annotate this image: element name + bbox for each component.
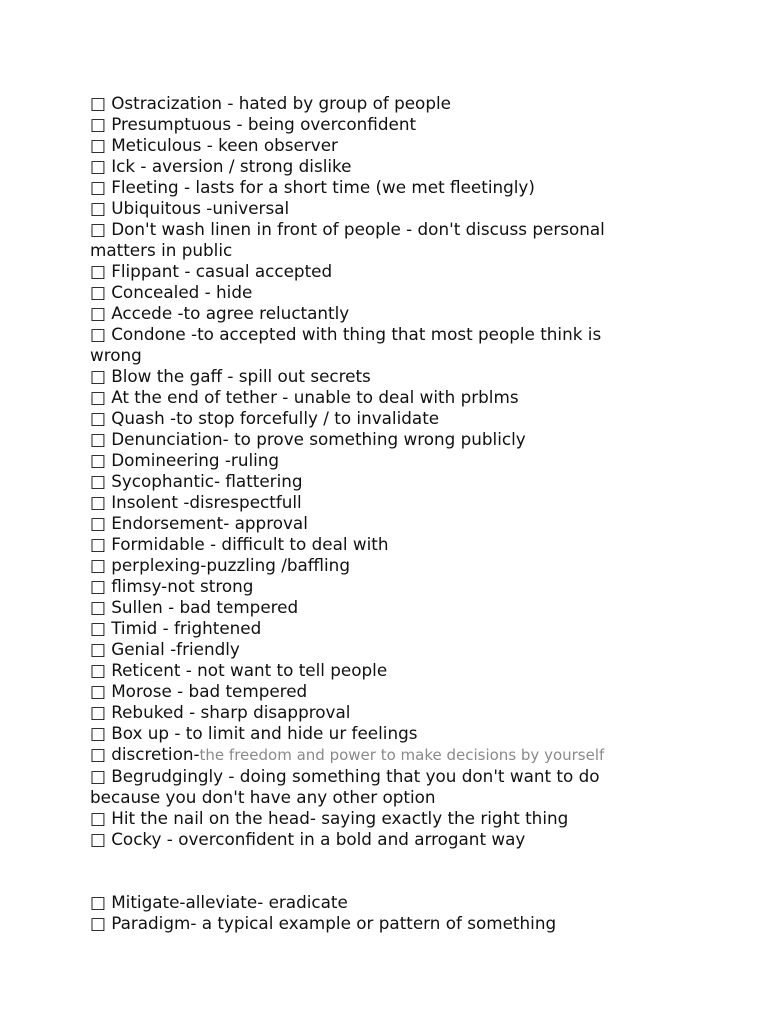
checkbox-icon: □ xyxy=(90,808,106,828)
checkbox-icon: □ xyxy=(90,766,106,786)
list-item xyxy=(90,808,635,829)
item-text: Fleeting - lasts for a short time (we met fleetingly) xyxy=(111,177,535,197)
item-text: Rebuked - sharp disapproval xyxy=(111,702,351,722)
list-item xyxy=(90,450,635,471)
checkbox-icon: □ xyxy=(90,913,106,933)
checkbox-icon: □ xyxy=(90,492,106,512)
list-item xyxy=(90,744,635,766)
checkbox-icon: □ xyxy=(90,156,106,176)
item-text: At the end of tether - unable to deal with prblms xyxy=(111,387,519,407)
checkbox-icon: □ xyxy=(90,303,106,323)
list-item xyxy=(90,324,635,366)
item-text: Mitigate-alleviate- eradicate xyxy=(111,892,348,912)
item-text: Cocky - overconfident in a bold and arrogant way xyxy=(111,829,526,849)
list-item xyxy=(90,597,635,618)
list-item xyxy=(90,177,635,198)
vocabulary-group-1 xyxy=(90,93,635,850)
list-item xyxy=(90,135,635,156)
list-item xyxy=(90,303,635,324)
vocabulary-list xyxy=(90,93,635,934)
item-text: Presumptuous - being overconfident xyxy=(111,114,417,134)
checkbox-icon: □ xyxy=(90,513,106,533)
checkbox-icon: □ xyxy=(90,198,106,218)
item-text: Endorsement- approval xyxy=(111,513,308,533)
item-text: Reticent - not want to tell people xyxy=(111,660,388,680)
list-item xyxy=(90,618,635,639)
checkbox-icon: □ xyxy=(90,429,106,449)
checkbox-icon: □ xyxy=(90,408,106,428)
checkbox-icon: □ xyxy=(90,555,106,575)
item-text: Domineering -ruling xyxy=(111,450,280,470)
list-item xyxy=(90,156,635,177)
item-text: discretion- xyxy=(111,744,200,764)
item-text: Ick - aversion / strong dislike xyxy=(111,156,352,176)
item-text: Genial -friendly xyxy=(111,639,240,659)
item-text: Sullen - bad tempered xyxy=(111,597,299,617)
checkbox-icon: □ xyxy=(90,660,106,680)
list-item xyxy=(90,114,635,135)
list-item xyxy=(90,282,635,303)
list-item xyxy=(90,513,635,534)
list-item xyxy=(90,555,635,576)
list-item xyxy=(90,829,635,850)
list-item xyxy=(90,660,635,681)
list-item xyxy=(90,219,635,261)
list-item xyxy=(90,576,635,597)
item-text: Concealed - hide xyxy=(111,282,253,302)
list-item xyxy=(90,702,635,723)
checkbox-icon: □ xyxy=(90,639,106,659)
checkbox-icon: □ xyxy=(90,282,106,302)
item-text: Timid - frightened xyxy=(111,618,262,638)
list-item xyxy=(90,913,635,934)
checkbox-icon: □ xyxy=(90,681,106,701)
item-text: Blow the gaff - spill out secrets xyxy=(111,366,371,386)
item-text: Paradigm- a typical example or pattern of something xyxy=(111,913,557,933)
item-text: Hit the nail on the head- saying exactly the right thing xyxy=(111,808,569,828)
checkbox-icon: □ xyxy=(90,618,106,638)
checkbox-icon: □ xyxy=(90,534,106,554)
item-text: Morose - bad tempered xyxy=(111,681,308,701)
item-muted-definition: the freedom and power to make decisions by yourself xyxy=(199,746,605,764)
checkbox-icon: □ xyxy=(90,892,106,912)
item-text: Box up - to limit and hide ur feelings xyxy=(111,723,418,743)
checkbox-icon: □ xyxy=(90,219,106,239)
list-item xyxy=(90,766,635,808)
item-text: flimsy-not strong xyxy=(111,576,254,596)
vocabulary-group-2 xyxy=(90,892,635,934)
item-text: Denunciation- to prove something wrong publicly xyxy=(111,429,526,449)
item-text: Begrudgingly - doing something that you don't want to do because you don't have any other option xyxy=(90,766,600,807)
item-text: Meticulous - keen observer xyxy=(111,135,338,155)
checkbox-icon: □ xyxy=(90,702,106,722)
checkbox-icon: □ xyxy=(90,324,106,344)
checkbox-icon: □ xyxy=(90,177,106,197)
list-item xyxy=(90,639,635,660)
checkbox-icon: □ xyxy=(90,114,106,134)
checkbox-icon: □ xyxy=(90,366,106,386)
checkbox-icon: □ xyxy=(90,387,106,407)
item-text: Accede -to agree reluctantly xyxy=(111,303,350,323)
item-text: Ostracization - hated by group of people xyxy=(111,93,451,113)
checkbox-icon: □ xyxy=(90,723,106,743)
item-text: Quash -to stop forcefully / to invalidate xyxy=(111,408,440,428)
checkbox-icon: □ xyxy=(90,471,106,491)
checkbox-icon: □ xyxy=(90,450,106,470)
section-gap xyxy=(90,850,635,892)
list-item xyxy=(90,492,635,513)
list-item xyxy=(90,892,635,913)
list-item xyxy=(90,366,635,387)
list-item xyxy=(90,681,635,702)
item-text: Sycophantic- flattering xyxy=(111,471,303,491)
list-item xyxy=(90,93,635,114)
item-text: Flippant - casual accepted xyxy=(111,261,333,281)
checkbox-icon: □ xyxy=(90,576,106,596)
list-item xyxy=(90,261,635,282)
list-item xyxy=(90,429,635,450)
list-item xyxy=(90,198,635,219)
list-item xyxy=(90,387,635,408)
item-text: Don't wash linen in front of people - don't discuss personal matters in public xyxy=(90,219,605,260)
list-item xyxy=(90,534,635,555)
item-text: Ubiquitous -universal xyxy=(111,198,290,218)
checkbox-icon: □ xyxy=(90,744,106,764)
checkbox-icon: □ xyxy=(90,93,106,113)
list-item xyxy=(90,471,635,492)
item-text: Insolent -disrespectfull xyxy=(111,492,302,512)
item-text: perplexing-puzzling /baffling xyxy=(111,555,350,575)
checkbox-icon: □ xyxy=(90,135,106,155)
checkbox-icon: □ xyxy=(90,261,106,281)
checkbox-icon: □ xyxy=(90,597,106,617)
list-item xyxy=(90,408,635,429)
checkbox-icon: □ xyxy=(90,829,106,849)
list-item xyxy=(90,723,635,744)
item-text: Formidable - difficult to deal with xyxy=(111,534,389,554)
item-text: Condone -to accepted with thing that most people think is wrong xyxy=(90,324,602,365)
